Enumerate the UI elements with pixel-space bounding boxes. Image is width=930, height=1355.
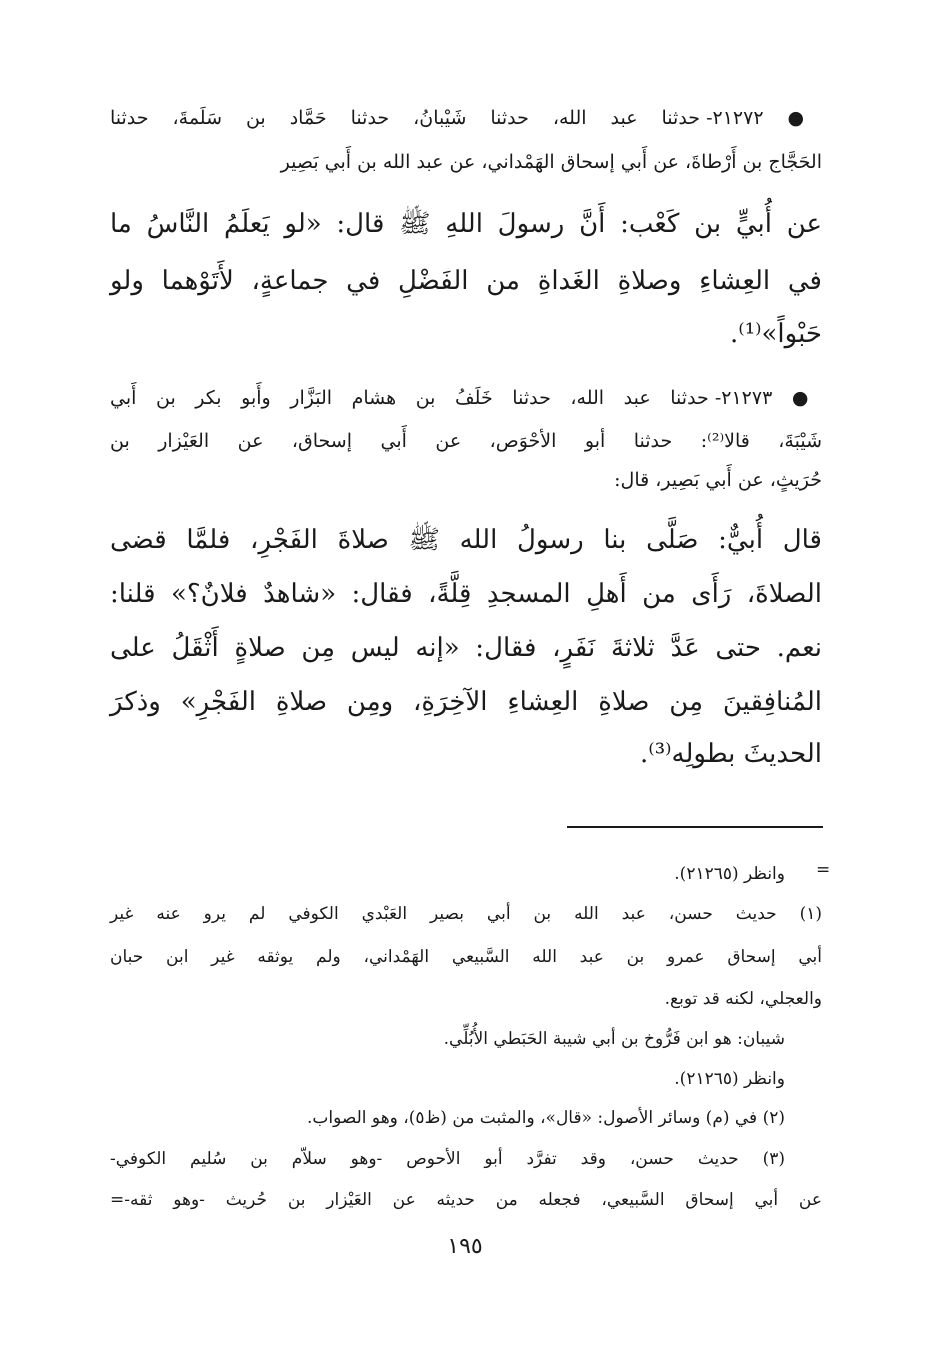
hadith-21273-chain-line-1: ● ٢١٢٧٣- حدثنا عبد الله، حدثنا خَلَفُ بن هشام البَزَّار وأَبو بكر بن أَبي [110, 387, 822, 409]
hadith-21273-text-line-1: قال أُبيٌّ: صَلَّى بنا رسولُ الله ﷺ صلاةَ الفَجْرِ، فلمَّا قضى [110, 525, 822, 555]
hadith-21273-text-line-5: الحديثَ بطولِه⁽³⁾. [640, 739, 822, 769]
hadith-21272-chain-line-1: ● ٢١٢٧٢- حدثنا عبد الله، حدثنا شَيْبانُ، حدثنا حَمَّاد بن سَلَمةَ، حدثنا [110, 107, 823, 129]
hadith-21272-chain-line-2: الحَجَّاج بن أَرْطاةَ، عن أَبي إسحاق الهَمْداني، عن عبد الله بن أَبي بَصِير [280, 151, 822, 173]
hadith-21273-text-line-3: نعم. حتى عَدَّ ثلاثةَ نَفَرٍ، فقال: «إنه ليس مِن صلاةٍ أَثْقَلُ على [110, 633, 822, 663]
hadith-21273-chain-line-3: حُرَيثٍ، عن أَبي بَصِير، قال: [614, 469, 822, 491]
footnote-line: أبي إسحاق عمرو بن عبد الله السَّبيعي الهَمْداني، ولم يوثقه غير ابن حبان [110, 947, 822, 967]
footnote-continuation-mark: = [816, 860, 831, 880]
footnote-separator [567, 826, 823, 828]
footnote-line: (٣) حديث حسن، وقد تفرَّد أبو الأحوص -وهو سلاّم بن سُليم الكوفي- [110, 1149, 785, 1169]
hadith-21273-text-line-2: الصلاةَ، رَأَى من أَهلِ المسجدِ قِلَّةً، فقال: «شاهدٌ فلانٌ؟» قلنا: [110, 579, 822, 609]
footnote-line: (١) حديث حسن، عبد الله بن أبي بصير العَبْدي الكوفي لم يرو عنه غير [110, 904, 822, 924]
hadith-21272-text-line-3: حَبْواً»⁽¹⁾. [730, 319, 822, 349]
hadith-21273-chain-line-2: شَيْبَةَ، قالا⁽²⁾: حدثنا أبو الأحْوَص، عن أَبي إسحاق، عن العَيْزار بن [110, 430, 822, 452]
page-number: ١٩٥ [447, 1234, 483, 1259]
footnote-line: شيبان: هو ابن فَرُّوخ بن أبي شيبة الحَبَطي الأُبُلِّي. [443, 1029, 785, 1049]
footnote-line: وانظر (٢١٢٦٥). [674, 864, 785, 884]
footnote-line: (٢) في (م) وسائر الأصول: «قال»، والمثبت من (ظ٥)، وهو الصواب. [306, 1108, 785, 1128]
footnote-line: والعجلي، لكنه قد توبع. [664, 989, 822, 1009]
hadith-21273-text-line-4: المُنافِقينَ مِن صلاةِ العِشاءِ الآخِرَةِ، ومِن صلاةِ الفَجْرِ» وذكرَ [110, 687, 822, 717]
hadith-21272-text-line-1: عن أُبيٍّ بن كَعْب: أَنَّ رسولَ اللهِ ﷺ قال: «لو يَعلَمُ النَّاسُ ما [110, 209, 822, 239]
footnote-line: وانظر (٢١٢٦٥). [674, 1069, 785, 1089]
hadith-21272-text-line-2: في العِشاءِ وصلاةِ الغَداةِ من الفَضْلِ في جماعةٍ، لأَتَوْهما ولو [110, 266, 822, 296]
footnote-line: عن أبي إسحاق السَّبيعي، فجعله من حديثه عن العَيْزار بن حُريث -وهو ثقه-= [110, 1190, 822, 1210]
